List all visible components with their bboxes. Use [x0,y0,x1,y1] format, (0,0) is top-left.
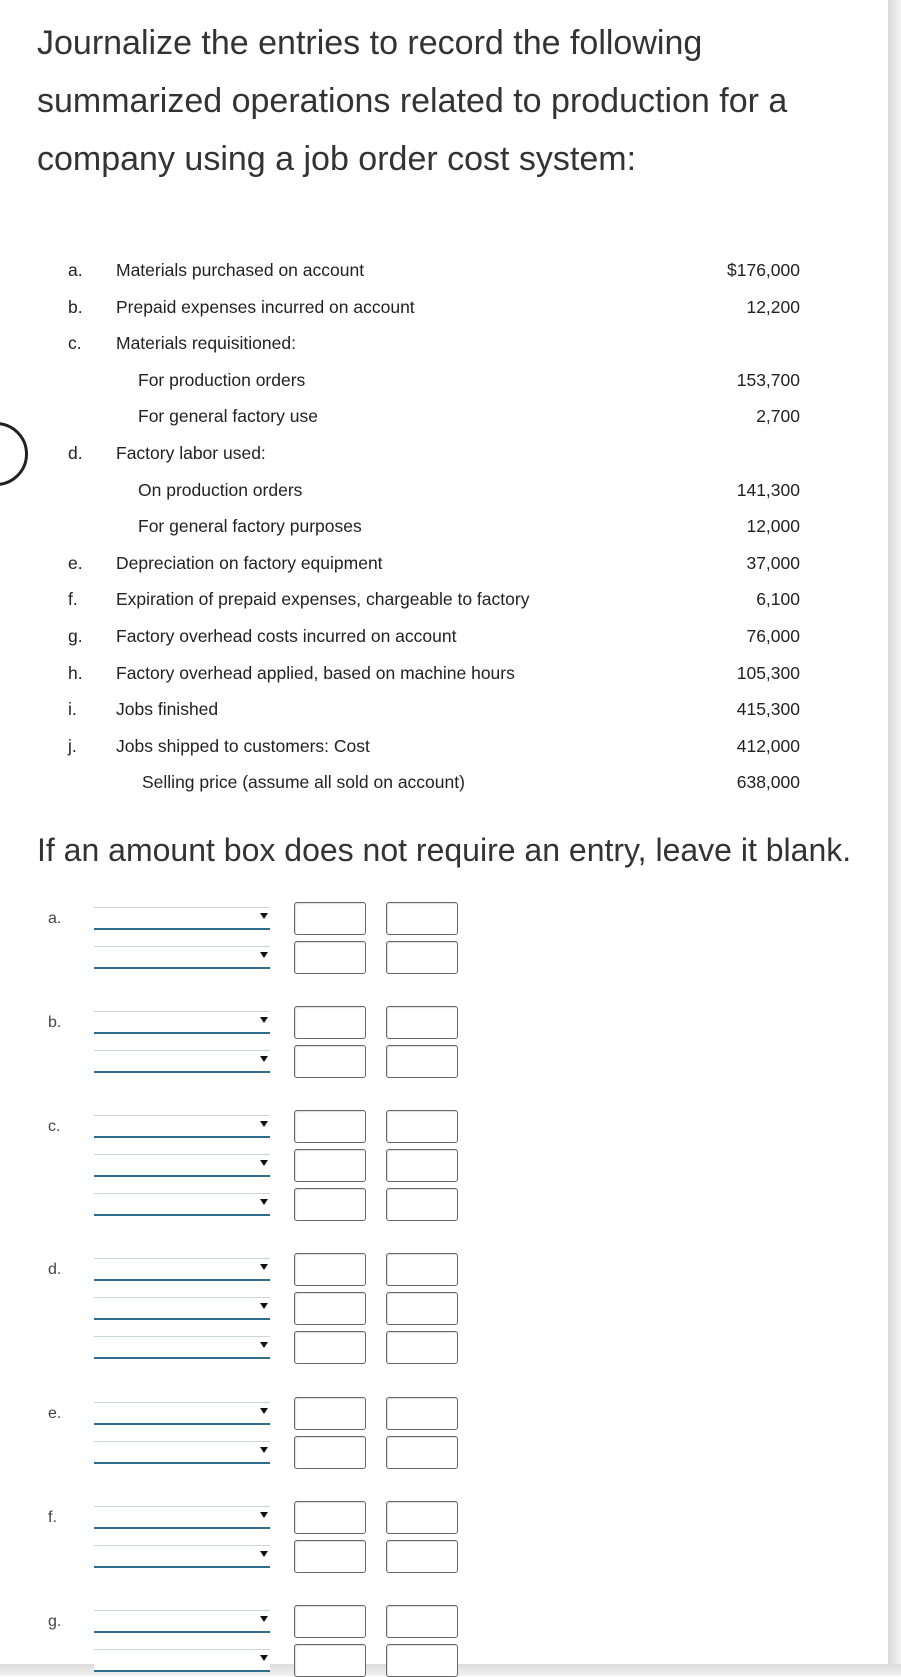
dropdown-arrow-icon[interactable] [260,1551,268,1557]
journal-line [94,1292,524,1324]
account-select[interactable] [94,1297,270,1320]
account-select[interactable] [94,1402,270,1425]
operation-amount: 2,700 [756,406,800,427]
journal-line [94,1006,524,1038]
operation-amount: 415,300 [736,699,800,720]
question-text: Journalize the entries to record the following summarized operations related to production for a company using a job order cost system: [37,24,788,178]
operation-description: Prepaid expenses incurred on account [116,296,415,317]
journal-line [94,1110,524,1142]
operation-description: Depreciation on factory equipment [116,552,383,573]
account-select[interactable] [94,1441,270,1464]
account-select[interactable] [94,1011,270,1034]
operation-amount: 153,700 [736,369,800,390]
operation-description: Factory labor used: [116,442,266,463]
account-select[interactable] [94,1115,270,1138]
account-select[interactable] [94,1193,270,1216]
dropdown-arrow-icon[interactable] [260,1017,268,1023]
debit-amount-input[interactable] [294,1292,366,1325]
operation-amount: 412,000 [736,735,800,756]
credit-amount-input[interactable] [386,1188,458,1221]
journal-line [94,941,524,973]
dropdown-arrow-icon[interactable] [260,1056,268,1062]
dropdown-arrow-icon[interactable] [260,1342,268,1348]
dropdown-arrow-icon[interactable] [260,1408,268,1414]
credit-amount-input[interactable] [386,1253,458,1286]
account-select[interactable] [94,1649,270,1672]
credit-amount-input[interactable] [386,1540,458,1573]
page-right-shadow [888,0,901,1676]
account-select[interactable] [94,1258,270,1281]
operation-row [0,766,820,803]
dropdown-arrow-icon[interactable] [260,1655,268,1661]
journal-line [94,1436,524,1468]
credit-amount-input[interactable] [386,1331,458,1364]
dropdown-arrow-icon[interactable] [260,1199,268,1205]
credit-amount-input[interactable] [386,1501,458,1534]
credit-amount-input[interactable] [386,1436,458,1469]
debit-amount-input[interactable] [294,1110,366,1143]
account-select[interactable] [94,1610,270,1633]
operation-letter: f. [68,589,78,610]
operation-amount: 105,300 [736,662,800,683]
account-select[interactable] [94,1336,270,1359]
journal-line [94,1149,524,1181]
operation-letter: a. [68,260,83,280]
debit-amount-input[interactable] [294,1253,366,1286]
dropdown-arrow-icon[interactable] [260,952,268,958]
dropdown-arrow-icon[interactable] [260,913,268,919]
instruction-text: If an amount box does not require an entry, leave it blank. [37,832,852,868]
journal-line [94,902,524,934]
operation-row [0,474,820,511]
journal-line [94,1331,524,1363]
debit-amount-input[interactable] [294,1436,366,1469]
journal-line [94,1605,524,1637]
operation-description: For general factory use [138,406,318,427]
entry-letter: b. [48,1014,62,1031]
operation-description: Factory overhead applied, based on machine hours [116,662,515,683]
dropdown-arrow-icon[interactable] [260,1160,268,1166]
operation-amount: 12,000 [746,516,800,537]
dropdown-arrow-icon[interactable] [260,1616,268,1622]
entry-letter: c. [48,1118,61,1135]
operation-row [0,510,820,547]
entry-letter: g. [48,1613,62,1630]
operation-letter: h. [68,662,83,683]
entry-letter: f. [48,1509,57,1526]
credit-amount-input[interactable] [386,902,458,935]
operation-description: Selling price (assume all sold on account) [142,772,465,793]
debit-amount-input[interactable] [294,1149,366,1182]
operation-amount: 6,100 [756,589,800,610]
dropdown-arrow-icon[interactable] [260,1121,268,1127]
journal-line [94,1253,524,1285]
operation-description: For production orders [138,369,306,390]
operation-row [0,583,820,620]
debit-amount-input[interactable] [294,1644,366,1677]
operation-description: Jobs finished [116,699,219,720]
debit-amount-input[interactable] [294,1605,366,1638]
operation-description: On production orders [138,479,303,500]
entry-letter: e. [48,1405,62,1422]
journal-line [94,1188,524,1220]
account-select[interactable] [94,1545,270,1568]
operation-amount: 37,000 [746,552,800,573]
debit-amount-input[interactable] [294,1501,366,1534]
operation-amount: 141,300 [736,479,800,500]
operation-description: Jobs shipped to customers: Cost [116,735,370,756]
dropdown-arrow-icon[interactable] [260,1512,268,1518]
operations-table [0,254,820,803]
operation-letter: c. [68,333,82,354]
debit-amount-input[interactable] [294,902,366,935]
operation-letter: j. [68,735,77,756]
credit-amount-input[interactable] [386,1292,458,1325]
operation-description: Factory overhead costs incurred on account [116,625,457,646]
operation-row [0,657,820,694]
operation-row [0,291,820,328]
debit-amount-input[interactable] [294,1006,366,1039]
debit-amount-input[interactable] [294,1188,366,1221]
operation-letter: i. [68,699,77,720]
operation-row [0,364,820,401]
operation-row [0,400,820,437]
operation-letter: g. [68,625,83,646]
credit-amount-input[interactable] [386,1149,458,1182]
operation-description: For general factory purposes [138,516,362,537]
journal-line [94,1644,524,1676]
account-select[interactable] [94,946,270,969]
credit-amount-input[interactable] [386,1644,458,1677]
operation-row [0,730,820,767]
operation-row [0,437,820,474]
account-select[interactable] [94,907,270,930]
operation-description: Materials purchased on account [116,260,365,280]
journal-line [94,1045,524,1077]
credit-amount-input[interactable] [386,1006,458,1039]
credit-amount-input[interactable] [386,1110,458,1143]
operation-row [0,693,820,730]
account-select[interactable] [94,1154,270,1177]
account-select[interactable] [94,1050,270,1073]
entry-letter: a. [48,910,62,927]
debit-amount-input[interactable] [294,1540,366,1573]
debit-amount-input[interactable] [294,1045,366,1078]
operation-letter: e. [68,552,83,573]
operation-letter: b. [68,296,83,317]
journal-line [94,1397,524,1429]
operation-amount: 76,000 [746,625,800,646]
operation-amount: 12,200 [746,296,800,317]
operation-description: Expiration of prepaid expenses, chargeable to factory [116,589,530,610]
credit-amount-input[interactable] [386,1397,458,1430]
debit-amount-input[interactable] [294,941,366,974]
dropdown-arrow-icon[interactable] [260,1303,268,1309]
journal-line [94,1540,524,1572]
operation-row [0,254,820,291]
dropdown-arrow-icon[interactable] [260,1447,268,1453]
operation-description: Materials requisitioned: [116,333,296,354]
debit-amount-input[interactable] [294,1397,366,1430]
credit-amount-input[interactable] [386,1605,458,1638]
dropdown-arrow-icon[interactable] [260,1264,268,1270]
debit-amount-input[interactable] [294,1331,366,1364]
credit-amount-input[interactable] [386,1045,458,1078]
operation-letter: d. [68,442,83,463]
operation-amount: $176,000 [727,260,800,280]
operation-row [0,547,820,584]
entry-letter: d. [48,1261,62,1278]
operation-amount: 638,000 [736,772,800,793]
operation-row [0,327,820,364]
operation-row [0,620,820,657]
credit-amount-input[interactable] [386,941,458,974]
account-select[interactable] [94,1506,270,1529]
journal-line [94,1501,524,1533]
